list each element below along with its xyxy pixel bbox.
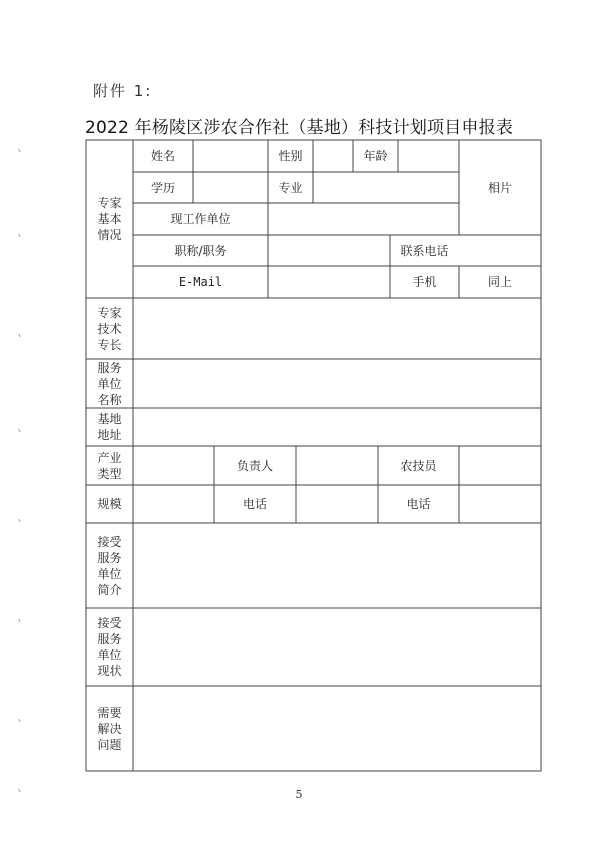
gender-field[interactable] bbox=[313, 140, 353, 172]
expertise-field[interactable] bbox=[133, 298, 541, 359]
service-unit-name-text: 服务 单位 名称 bbox=[97, 360, 122, 407]
phone-field-2[interactable] bbox=[459, 485, 541, 523]
contact-phone-field[interactable] bbox=[459, 235, 541, 266]
expertise-label bbox=[86, 298, 133, 359]
expert-basic-info-text: 专家 基本 情况 bbox=[97, 196, 122, 242]
mobile-label: 手机 bbox=[412, 275, 437, 289]
industry-type-field[interactable] bbox=[133, 446, 214, 485]
major-label: 专业 bbox=[278, 180, 303, 195]
recipient-intro-field[interactable] bbox=[133, 523, 541, 608]
expert-basic-info-label bbox=[86, 140, 133, 298]
photo-label: 相片 bbox=[487, 180, 512, 195]
name-label: 姓名 bbox=[150, 149, 175, 163]
major-field[interactable] bbox=[313, 172, 459, 203]
recipient-intro-text: 接受 服务 单位 简介 bbox=[97, 534, 122, 597]
title-position-field[interactable] bbox=[268, 235, 390, 266]
name-field[interactable] bbox=[193, 140, 268, 172]
expertise-text: 专家 技术 专长 bbox=[97, 305, 122, 352]
problems-label bbox=[86, 686, 133, 771]
email-field[interactable] bbox=[268, 266, 390, 298]
attachment-label: 附件 1: bbox=[93, 82, 153, 100]
problems-field[interactable] bbox=[133, 686, 541, 771]
age-field[interactable] bbox=[398, 140, 459, 172]
base-address-label bbox=[86, 408, 133, 446]
scale-label: 规模 bbox=[97, 497, 122, 511]
age-label: 年龄 bbox=[363, 149, 388, 163]
current-employer-label: 现工作单位 bbox=[170, 212, 231, 226]
scale-field[interactable] bbox=[133, 485, 214, 523]
phone-label-1: 电话 bbox=[242, 497, 267, 511]
person-in-charge-field[interactable] bbox=[296, 446, 378, 485]
phone-field-1[interactable] bbox=[296, 485, 378, 523]
gender-label: 性别 bbox=[278, 149, 303, 163]
industry-type-label bbox=[86, 446, 133, 485]
mobile-value: 同上 bbox=[487, 275, 512, 289]
recipient-intro-label bbox=[86, 523, 133, 608]
service-unit-name-field[interactable] bbox=[133, 359, 541, 408]
recipient-status-text: 接受 服务 单位 现状 bbox=[97, 616, 122, 678]
recipient-status-label bbox=[86, 608, 133, 686]
form-title: 2022 年杨陵区涉农合作社（基地）科技计划项目申报表 bbox=[84, 118, 514, 138]
industry-type-text: 产业 类型 bbox=[97, 450, 122, 481]
person-in-charge-label: 负责人 bbox=[236, 458, 273, 473]
problems-text: 需要 解决 问题 bbox=[97, 705, 122, 752]
current-employer-field[interactable] bbox=[268, 203, 459, 235]
recipient-status-field[interactable] bbox=[133, 608, 541, 686]
phone-label-2: 电话 bbox=[406, 497, 431, 511]
base-address-field[interactable] bbox=[133, 408, 541, 446]
agri-technician-label: 农技员 bbox=[400, 458, 437, 473]
base-address-text: 基地 地址 bbox=[97, 412, 122, 442]
title-position-label: 职称/职务 bbox=[174, 243, 227, 258]
contact-phone-label: 联系电话 bbox=[400, 243, 449, 258]
education-field[interactable] bbox=[193, 172, 268, 203]
education-label: 学历 bbox=[150, 180, 175, 195]
page-number: 5 bbox=[295, 788, 303, 801]
agri-technician-field[interactable] bbox=[459, 446, 541, 485]
email-label: E-Mail bbox=[178, 275, 223, 289]
service-unit-name-label bbox=[86, 359, 133, 408]
